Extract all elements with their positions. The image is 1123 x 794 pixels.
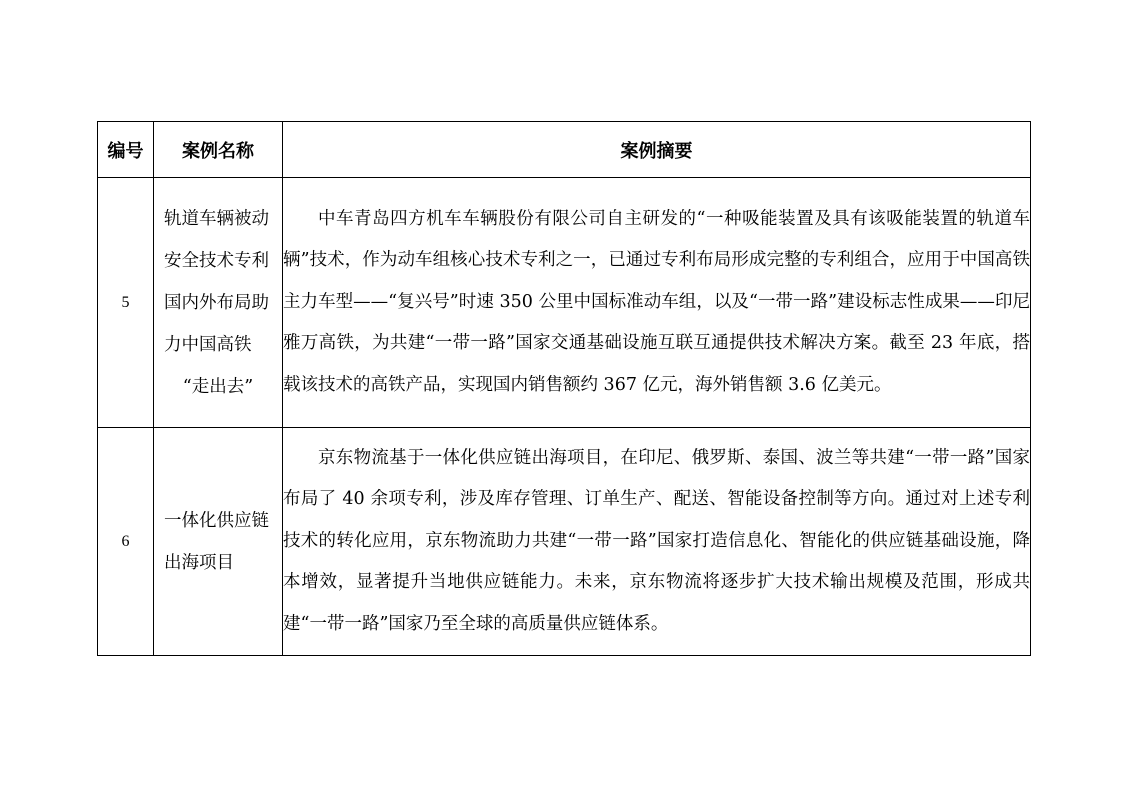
table-row [98,178,1031,428]
case-name-line: “走出去” [182,376,254,397]
case-summary [283,178,1031,428]
header-case-summary: 案例摘要 [283,122,1031,178]
case-name-line: 一体化供应链 [164,510,269,531]
case-number: 5 [98,178,154,428]
header-row [98,122,1031,178]
case-name [154,178,283,428]
case-summary [283,428,1031,656]
case-name-line: 安全技术专利 [164,250,269,271]
header-number: 编号 [98,122,154,178]
case-name [154,428,283,656]
case-name-line: 国内外布局助 [164,292,269,313]
case-summary-text: 中车青岛四方机车车辆股份有限公司自主研发的“一种吸能装置及具有该吸能装置的轨道车辆”技术，作为动车组核心技术专利之一，已通过专利布局形成完整的专利组合，应用于中国高铁主力车型——“复兴号”时速 350 公里中国标准动车组，以及“一带一路”建设标志性成果——印尼雅万高铁，为共建“一带一路”国家交通基础设施互联互通提供技术解决方案。截至 23 年底，搭载该技术的高铁产品，实现国内销售额约 367 亿元，海外销售额 3.6 亿美元。 [283,208,1030,395]
case-name-line: 出海项目 [164,552,234,573]
table-row [98,428,1031,656]
case-name-line: 力中国高铁 [164,334,252,355]
case-table [97,121,1031,656]
case-number: 6 [98,428,154,656]
header-case-name: 案例名称 [154,122,283,178]
case-name-line: 轨道车辆被动 [164,208,269,229]
case-summary-text: 京东物流基于一体化供应链出海项目，在印尼、俄罗斯、泰国、波兰等共建“一带一路”国家布局了 40 余项专利，涉及库存管理、订单生产、配送、智能设备控制等方向。通过对上述专利技术的转化应用，京东物流助力共建“一带一路”国家打造信息化、智能化的供应链基础设施，降本增效，显著提升当地供应链能力。未来，京东物流将逐步扩大技术输出规模及范围，形成共建“一带一路”国家乃至全球的高质量供应链体系。 [283,447,1030,634]
